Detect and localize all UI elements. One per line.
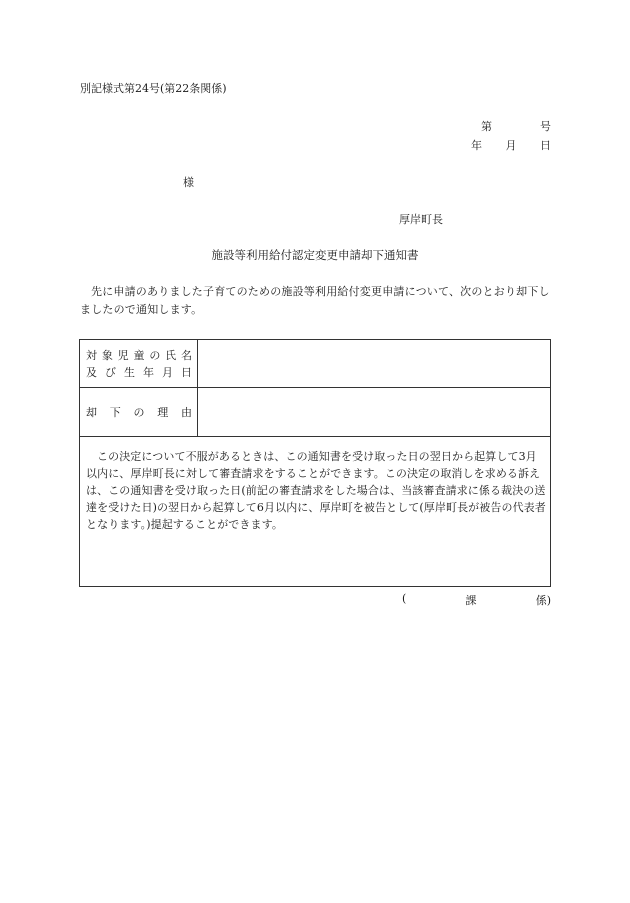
- child-info-label-line1: 対 象 児 童 の 氏 名: [86, 348, 192, 362]
- body-text: 先に申請のありました子育てのための施設等利用給付変更申請について、次のとおり却下しましたので通知します。: [80, 285, 550, 316]
- issuer: 厚岸町長: [399, 213, 443, 226]
- footer-open-paren: (: [402, 592, 407, 605]
- issue-date: [471, 137, 551, 153]
- document-number-suffix: 号: [540, 120, 551, 133]
- footer-staff: 係): [535, 594, 551, 607]
- table-row-child-info: [80, 340, 550, 388]
- form-label: 別記様式第24号(第22条関係): [80, 82, 227, 95]
- date-day: 日: [540, 139, 551, 152]
- child-info-label: [86, 340, 192, 387]
- table-row-rejection-reason: [80, 387, 550, 437]
- document-number: [481, 118, 551, 134]
- addressee: 様: [183, 176, 194, 189]
- child-info-label-line2: 及 び 生 年 月 日: [86, 365, 192, 379]
- footer-section: 課: [465, 594, 477, 607]
- document-title: 施設等利用給付認定変更申請却下通知書: [211, 248, 419, 262]
- appeal-notice: この決定について不服があるときは、この通知書を受け取った日の翌日から起算して3月以内に、厚岸町長に対して審査請求をすることができます。この決定の取消しを求める訴えは、この通知書を受け取った日(前記の審査請求をした場合は、当該審査請求に係る裁決の送達を受けた日)の翌日から起算して6月以内に、厚岸町を被告として(厚岸町長が被告の代表者となります。)提起することができます。: [86, 450, 546, 531]
- table-column-divider: [197, 340, 198, 436]
- date-month: 月: [505, 139, 517, 152]
- date-year: 年: [471, 139, 482, 152]
- notice-table: [79, 339, 551, 587]
- document-number-prefix: 第: [481, 120, 492, 133]
- rejection-reason-label: 却 下 の 理 由: [86, 405, 192, 419]
- department-footer: [402, 592, 551, 608]
